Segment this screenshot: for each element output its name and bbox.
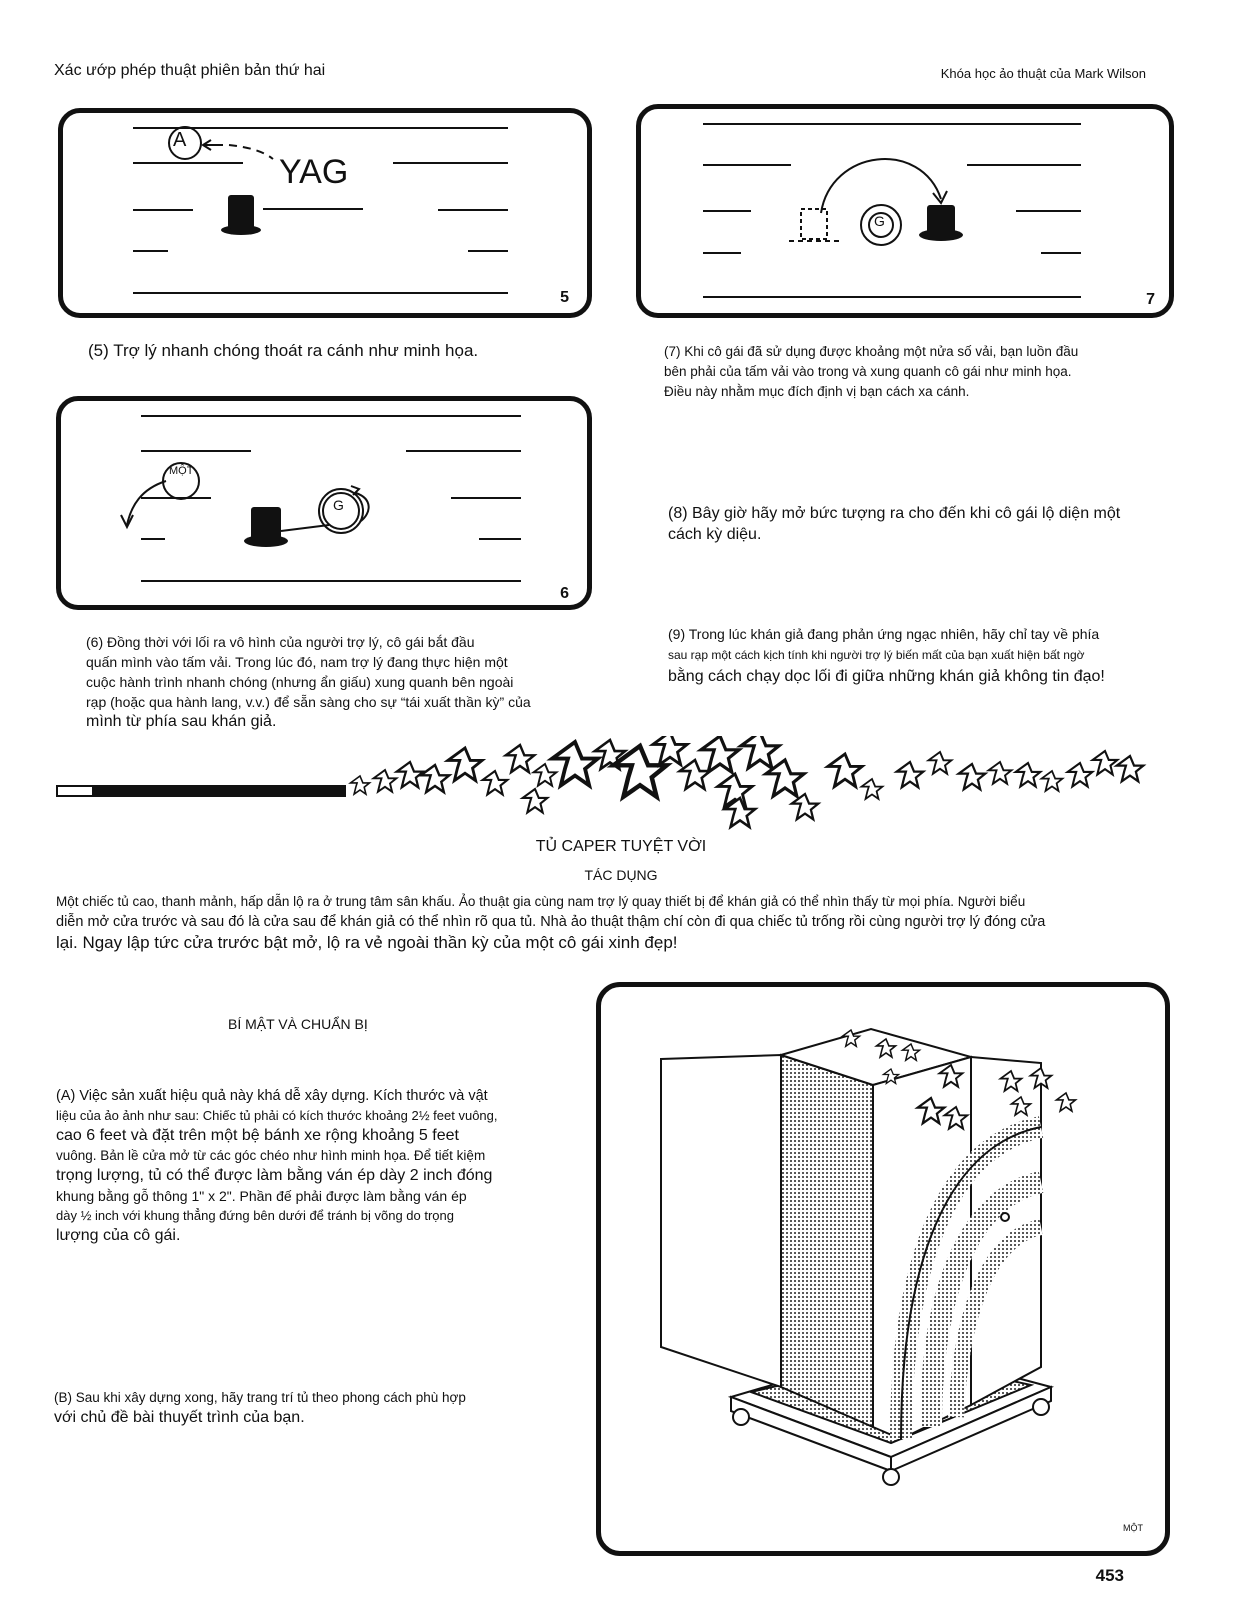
caption-9-line: (9) Trong lúc khán giả đang phản ứng ngạc nhiên, hãy chỉ tay về phía — [668, 626, 1100, 642]
label-a: A — [173, 129, 187, 151]
label-mot: MỘT — [169, 465, 194, 477]
effect-line: Một chiếc tủ cao, thanh mảnh, hấp dẫn lộ ra ở trung tâm sân khấu. Ảo thuật gia cùng nam trợ lý quay thiết bị để khán giả có thể nhìn thấy từ mọi phía. Người biểu — [56, 894, 1026, 909]
caption-7-line: Điều này nhằm mục đích định vị bạn cách xa cánh. — [664, 384, 970, 399]
secret-a-line: trọng lượng, tủ có thể được làm bằng ván ép dày 2 inch đóng — [56, 1167, 493, 1184]
secret-a-line: cao 6 feet và đặt trên một bệ bánh xe rộng khoảng 5 feet — [56, 1127, 459, 1144]
secret-paragraph-a — [56, 1086, 596, 1246]
illustration-panel-5 — [58, 108, 592, 318]
cabinet-drawing — [601, 987, 1165, 1551]
label-yag: YAG — [279, 153, 349, 191]
caption-8-line: (8) Bây giờ hãy mở bức tượng ra cho đến khi cô gái lộ diện một — [668, 505, 1121, 522]
caption-6-line: rạp (hoặc qua hành lang, v.v.) để sẵn sàng cho sự “tái xuất thần kỳ” của — [86, 694, 531, 710]
caption-9 — [668, 624, 1105, 687]
secret-title: BÍ MẬT VÀ CHUẨN BỊ — [228, 1016, 368, 1032]
caption-6-line: (6) Đồng thời với lối ra vô hình của người trợ lý, cô gái bắt đầu — [86, 634, 475, 650]
magic-wand-divider — [56, 785, 346, 797]
effect-paragraph — [56, 892, 1186, 954]
panel-5-drawing — [63, 113, 587, 313]
caption-6-line: quấn mình vào tấm vải. Trong lúc đó, nam trợ lý đang thực hiện một — [86, 654, 508, 670]
caption-8-line: cách kỳ diệu. — [668, 526, 762, 543]
caption-9-line: bằng cách chạy dọc lối đi giữa những khán giả không tin đạo! — [668, 668, 1105, 685]
panel-6-drawing — [61, 401, 587, 605]
caption-7-line: (7) Khi cô gái đã sử dụng được khoảng một nửa số vải, bạn luồn đầu — [664, 344, 1079, 359]
section-title: TỦ CAPER TUYỆT VỜI — [535, 838, 707, 855]
caption-7 — [664, 342, 1078, 402]
secret-a-line: khung bằng gỗ thông 1" x 2". Phần đế phải được làm bằng ván ép — [56, 1188, 467, 1204]
secret-a-line: dày ½ inch với khung thẳng đứng bên dưới để tránh bị võng do trọng — [56, 1208, 454, 1223]
panel-number: 6 — [560, 585, 569, 602]
secret-b-line: với chủ đề bài thuyết trình của bạn. — [54, 1409, 305, 1426]
panel-number: 5 — [560, 289, 569, 306]
caption-6-line: mình từ phía sau khán giả. — [86, 713, 277, 730]
label-g: G — [874, 213, 885, 229]
caption-6 — [86, 632, 531, 732]
label-g: G — [333, 497, 344, 513]
secret-a-line: liệu của ảo ảnh như sau: Chiếc tủ phải có kích thước khoảng 2½ feet vuông, — [56, 1108, 498, 1123]
secret-paragraph-b — [54, 1388, 594, 1428]
illustration-panel-7 — [636, 104, 1174, 318]
caption-6-line: cuộc hành trình nhanh chóng (nhưng ẩn giấu) xung quanh bên ngoài — [86, 674, 514, 690]
secret-b-line: (B) Sau khi xây dựng xong, hãy trang trí tủ theo phong cách phù hợp — [54, 1390, 466, 1405]
caption-5: (5) Trợ lý nhanh chóng thoát ra cánh như minh họa. — [88, 341, 479, 360]
header-left: Xác ướp phép thuật phiên bản thứ hai — [54, 62, 326, 79]
star-cluster — [351, 736, 1144, 827]
caption-7-line: bên phải của tấm vải vào trong và xung quanh cô gái như minh họa. — [664, 364, 1072, 379]
panel-number: 7 — [1146, 291, 1155, 308]
section-subtitle: TÁC DỤNG — [584, 867, 658, 883]
secret-a-line: vuông. Bản lề cửa mở từ các góc chéo như hình minh họa. Để tiết kiệm — [56, 1148, 486, 1163]
caption-8 — [668, 503, 1120, 545]
secret-a-line: lượng của cô gái. — [56, 1227, 181, 1244]
effect-line: lại. Ngay lập tức cửa trước bật mở, lộ ra vẻ ngoài thần kỳ của một cô gái xinh đẹp! — [56, 933, 678, 952]
page-number: 453 — [1095, 1566, 1124, 1585]
panel-7-drawing — [641, 109, 1169, 313]
caption-9-line: sau rạp một cách kịch tính khi người trợ lý biến mất của bạn xuất hiện bất ngờ — [668, 648, 1085, 662]
header-right: Khóa học ảo thuật của Mark Wilson — [940, 66, 1146, 81]
illustration-panel-6 — [56, 396, 592, 610]
effect-line: diễn mở cửa trước và sau đó là cửa sau để khán giả có thể nhìn rõ qua tủ. Nhà ảo thuật thậm chí còn đi qua chiếc tủ trống rồi cùng người trợ lý đóng cửa — [56, 914, 1046, 930]
cabinet-label: MỘT — [1123, 1523, 1143, 1533]
cabinet-illustration-panel — [596, 982, 1170, 1556]
secret-a-line: (A) Việc sản xuất hiệu quả này khá dễ xây dựng. Kích thước và vật — [56, 1088, 488, 1104]
stars-decoration — [340, 736, 1180, 836]
